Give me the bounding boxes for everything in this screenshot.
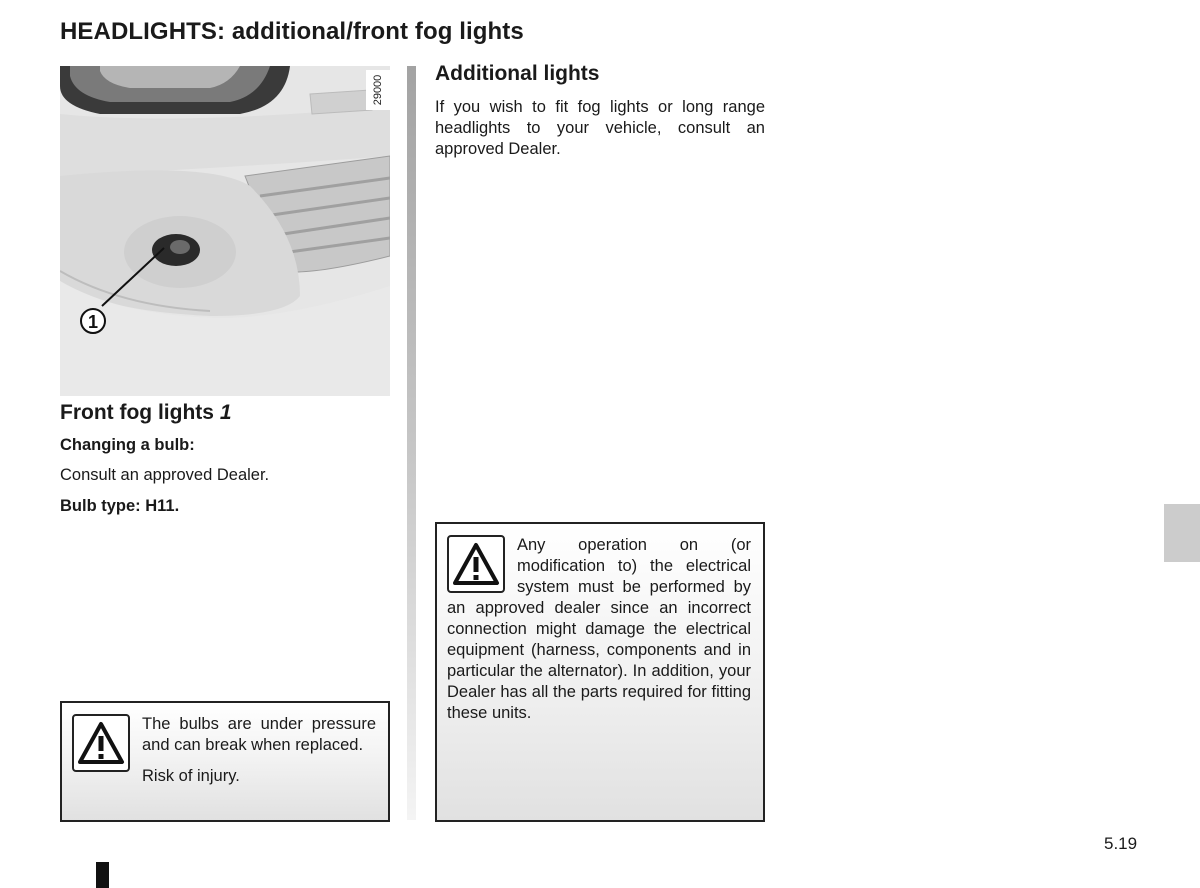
bulb-type-label: Bulb type: H11.: [60, 497, 180, 515]
changing-bulb-label: Changing a bulb:: [60, 436, 195, 454]
additional-lights-heading: Additional lights: [435, 62, 600, 85]
electrical-warning: [435, 522, 765, 822]
bulb-pressure-warning: [60, 701, 390, 822]
figure-code: 29000: [372, 74, 384, 106]
figure-code-label: [366, 70, 390, 110]
chapter-tab: [1164, 504, 1200, 562]
electrical-warning-text: Any operation on (or modification to) the electrical system must be performed by an approved dealer since an incorrect connection might damage the electrical equipment (harness, components and in particular the alternator). In addition, your Dealer has all the parts required for fitting these units.: [447, 536, 751, 722]
front-fog-lights-heading-text: Front fog lights: [60, 401, 214, 424]
risk-of-injury-text: Risk of injury.: [142, 767, 240, 785]
warning-triangle-icon: [72, 714, 130, 772]
page-title: HEADLIGHTS: additional/front fog lights: [60, 18, 524, 45]
front-fog-lights-heading-ref: 1: [219, 401, 232, 424]
callout-number: 1: [87, 312, 99, 332]
consult-dealer-text: Consult an approved Dealer.: [60, 466, 270, 484]
bulb-pressure-warning-text: The bulbs are under pressure and can break when replaced.: [142, 715, 376, 754]
front-fog-lights-heading: [60, 401, 232, 425]
fog-light-illustration: [60, 66, 390, 396]
column-divider: [407, 66, 416, 820]
page-number: 5.19: [1104, 834, 1138, 853]
additional-lights-body: If you wish to fit fog lights or long range headlights to your vehicle, consult an approved Dealer.: [435, 98, 765, 158]
crop-mark: [96, 862, 109, 888]
warning-triangle-icon: [447, 535, 505, 593]
bumper-drawing: [60, 66, 390, 396]
